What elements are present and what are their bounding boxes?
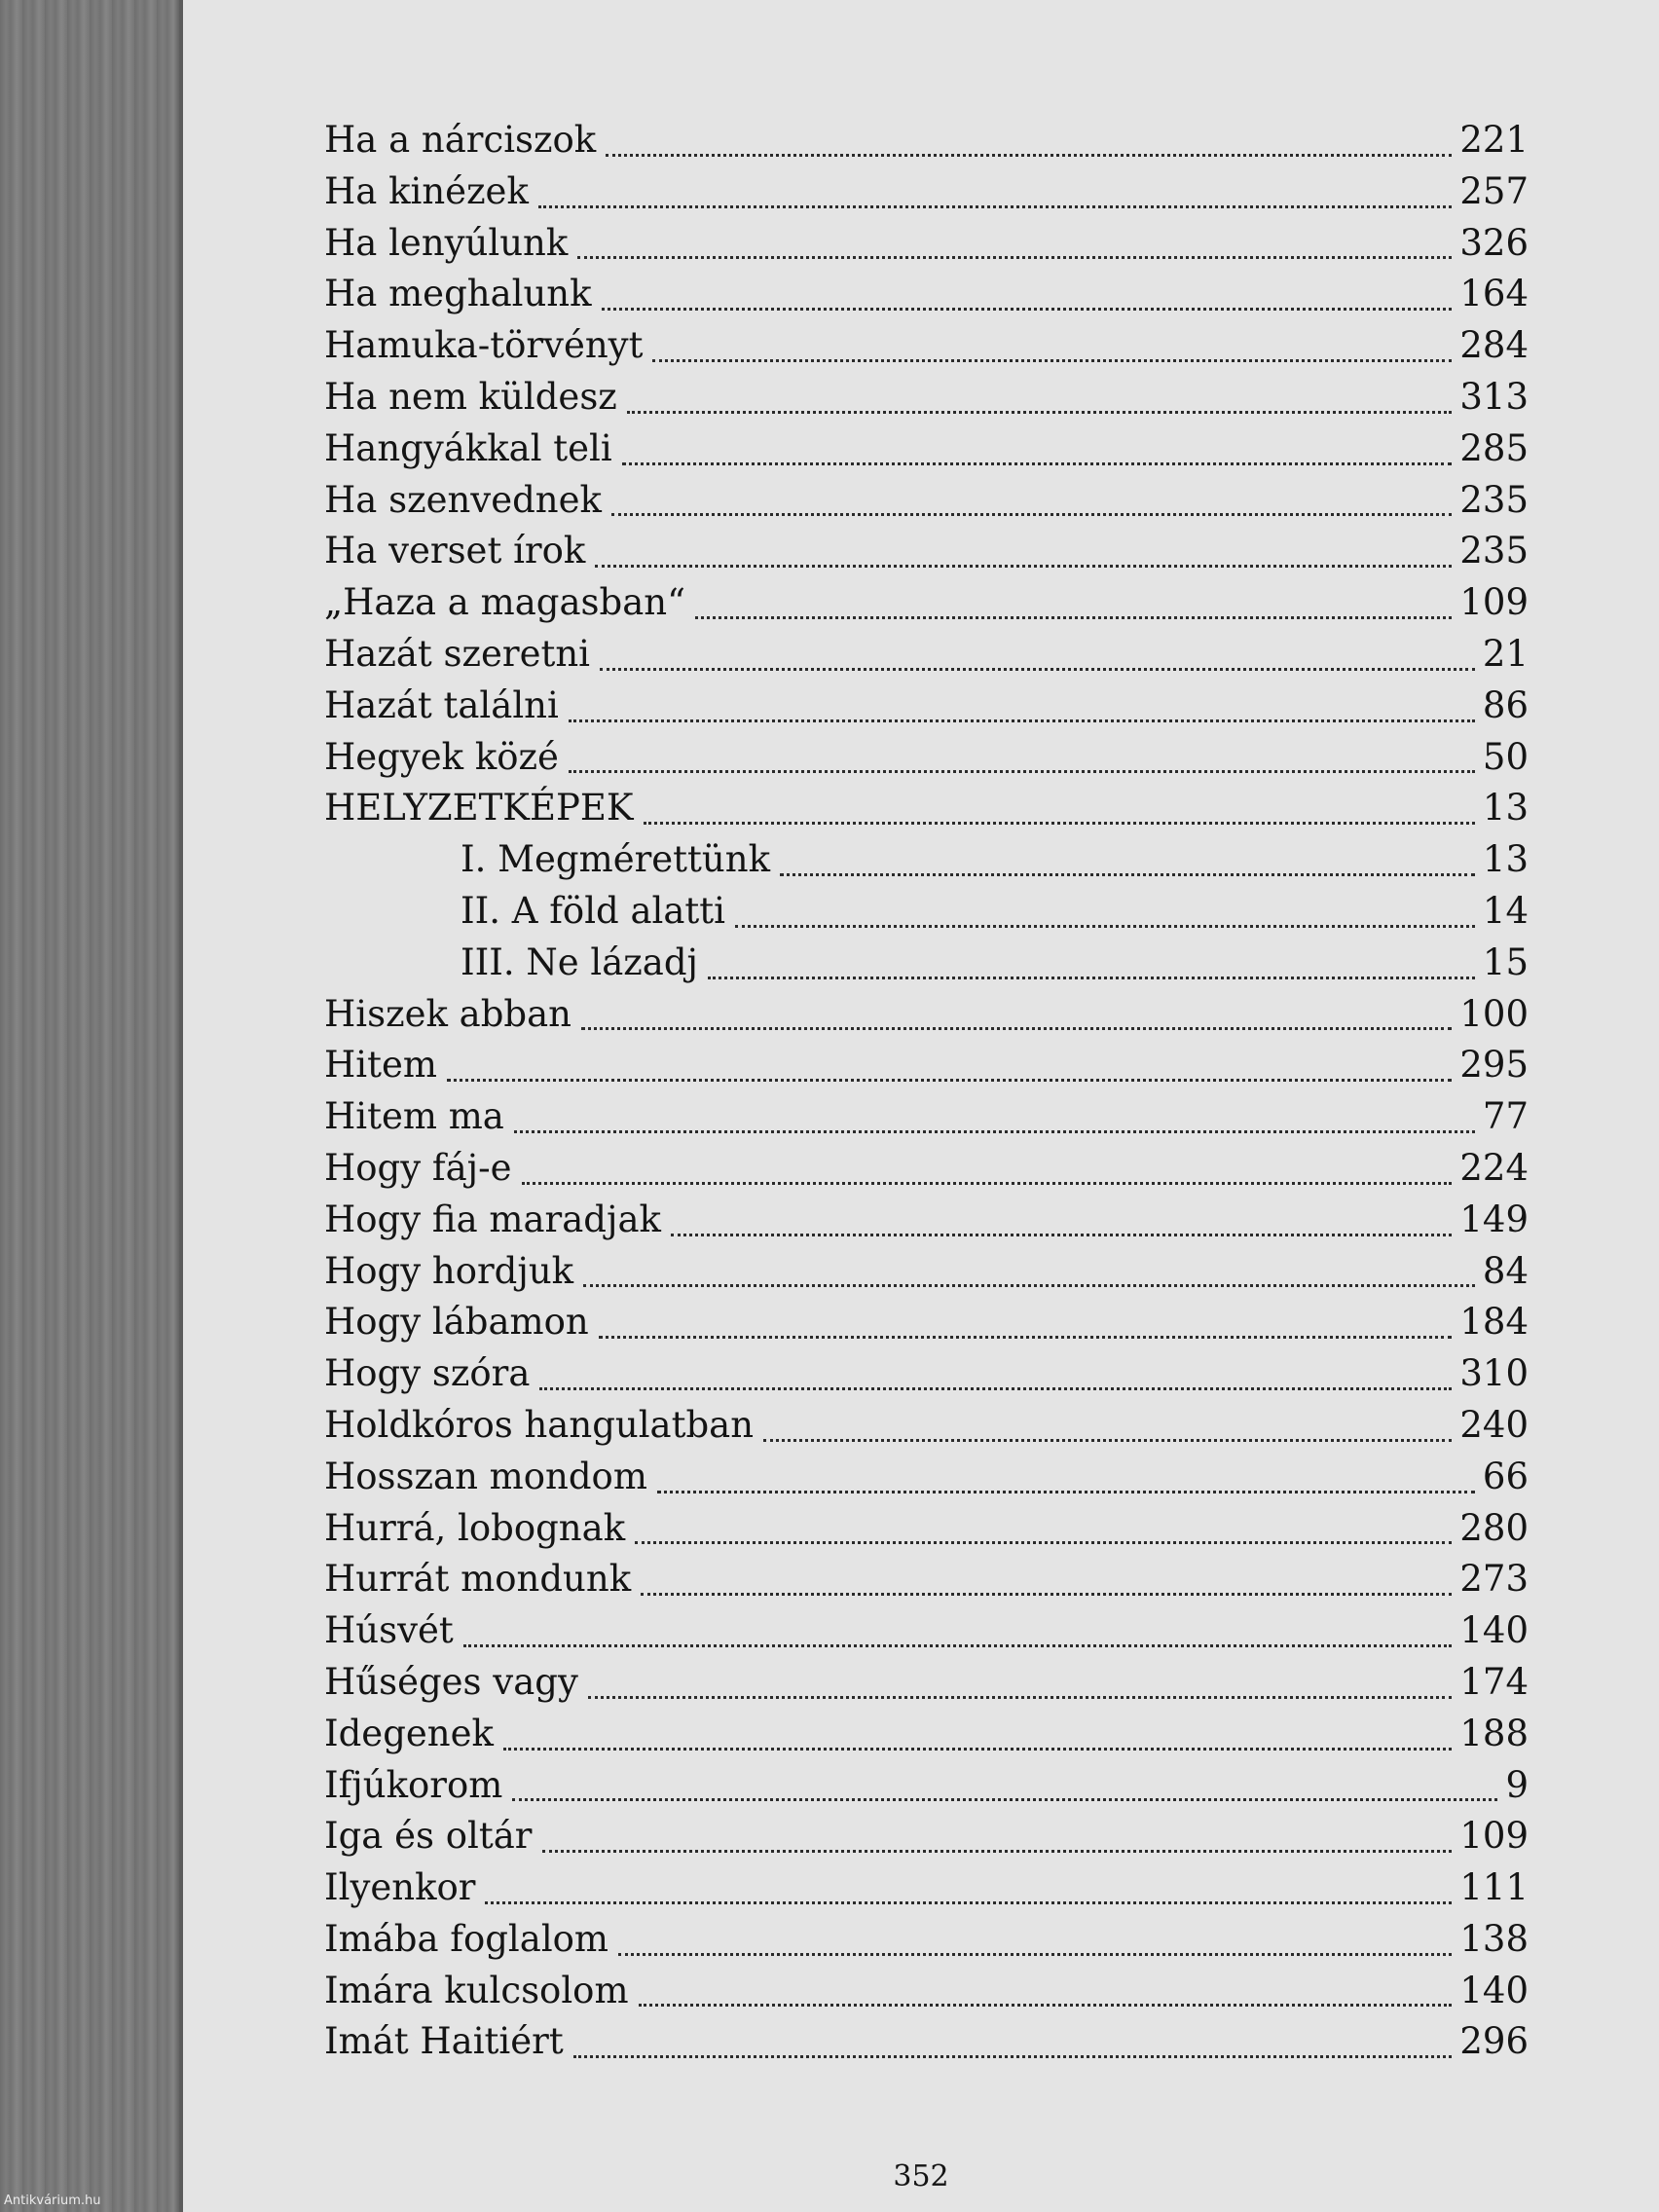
entry-title: Hazát találni [324,683,559,726]
dot-leader [503,1748,1452,1751]
dot-leader [485,1901,1452,1904]
entry-page-number: 100 [1459,992,1529,1035]
toc-entry [324,479,1529,531]
entry-title: Hogy fáj-e [324,1146,512,1189]
dot-leader [512,1798,1497,1801]
entry-title: Hiszek abban [324,992,571,1035]
dot-leader [611,513,1452,516]
entry-title: II. A föld alatti [461,889,726,932]
entry-title: Ha verset írok [324,530,586,572]
dot-leader [447,1079,1452,1082]
dot-leader [514,1130,1475,1133]
entry-title: Hazát szeretni [324,632,591,675]
toc-entry [324,1250,1529,1302]
entry-page-number: 109 [1459,1815,1529,1858]
book-spine-background [0,0,183,2212]
entry-title: Hitem [324,1044,437,1087]
entry-page-number: 109 [1459,581,1529,624]
entry-title: Imára kulcsolom [324,1969,629,2011]
toc-entry [324,1866,1529,1918]
entry-page-number: 50 [1482,735,1529,778]
entry-page-number: 13 [1482,787,1529,830]
entry-title: Hűséges vagy [324,1660,578,1703]
toc-entry [324,1352,1529,1404]
dot-leader [735,925,1475,928]
entry-title: Ha lenyúlunk [324,221,569,264]
dot-leader [539,1387,1452,1390]
entry-page-number: 326 [1459,221,1529,264]
entry-page-number: 235 [1459,530,1529,572]
entry-title: Hurrát mondunk [324,1558,632,1601]
toc-entry [324,1044,1529,1095]
toc-entry [324,1764,1529,1816]
toc-entry [324,222,1529,274]
dot-leader [538,205,1452,208]
dot-leader [695,616,1452,619]
dot-leader [602,308,1453,311]
entry-page-number: 257 [1459,169,1529,212]
toc-entry [324,633,1529,684]
toc-entry [324,736,1529,788]
toc-entry [324,324,1529,376]
dot-leader [671,1234,1452,1236]
entry-title: Hegyek közé [324,735,559,778]
entry-title: Hitem ma [324,1095,504,1138]
dot-leader [569,770,1475,773]
toc-entry [324,1404,1529,1456]
dot-leader [708,977,1475,979]
entry-title: HELYZETKÉPEK [324,787,634,830]
entry-page-number: 295 [1459,1044,1529,1087]
dot-leader [652,359,1452,362]
dot-leader [641,1593,1452,1596]
toc-entry [324,1558,1529,1609]
entry-title: Hogy hordjuk [324,1249,574,1292]
entry-page-number: 140 [1459,1609,1529,1652]
watermark: Antikvárium.hu [4,2194,101,2208]
entry-title: Ha nem küldesz [324,375,617,418]
entry-page-number: 296 [1459,2020,1529,2063]
entry-page-number: 184 [1459,1301,1529,1344]
dot-leader [595,565,1452,568]
entry-title: Hamuka-törvényt [324,324,644,367]
entry-page-number: 13 [1482,838,1529,881]
entry-title: Holdkóros hangulatban [324,1403,755,1446]
table-of-contents [324,119,1529,2072]
book-page [183,0,1659,2212]
entry-title: I. Megmérettünk [461,838,770,881]
toc-entry [324,119,1529,170]
dot-leader [657,1491,1475,1493]
entry-page-number: 111 [1459,1866,1529,1909]
toc-entry [324,376,1529,427]
entry-page-number: 164 [1459,273,1529,315]
entry-page-number: 284 [1459,324,1529,367]
toc-entry [324,1609,1529,1661]
dot-leader [627,411,1453,414]
toc-entry [324,684,1529,736]
toc-entry [324,1970,1529,2021]
toc-entry [324,427,1529,479]
entry-page-number: 235 [1459,478,1529,521]
entry-page-number: 280 [1459,1506,1529,1549]
toc-entry [324,1301,1529,1352]
toc-entry [324,1147,1529,1198]
toc-entry [324,1456,1529,1507]
entry-title: Ha kinézek [324,169,529,212]
entry-title: Hogy lábamon [324,1301,589,1344]
entry-page-number: 9 [1505,1763,1529,1806]
entry-page-number: 140 [1459,1969,1529,2011]
entry-title: Ha a nárciszok [324,119,597,161]
toc-entry [324,1507,1529,1559]
entry-title: Hosszan mondom [324,1455,647,1497]
entry-page-number: 285 [1459,426,1529,469]
entry-page-number: 240 [1459,1403,1529,1446]
entry-title: Ilyenkor [324,1866,476,1909]
entry-page-number: 84 [1482,1249,1529,1292]
dot-leader [583,1284,1475,1287]
dot-leader [588,1696,1453,1699]
dot-leader [606,154,1452,157]
entry-title: Imát Haitiért [324,2020,564,2063]
entry-title: Ha meghalunk [324,273,592,315]
entry-title: Hurrá, lobognak [324,1506,626,1549]
toc-entry [324,993,1529,1045]
toc-entry [324,1095,1529,1147]
entry-page-number: 77 [1482,1095,1529,1138]
dot-leader [644,822,1475,825]
dot-leader [581,1027,1452,1030]
toc-entry [324,273,1529,324]
entry-page-number: 14 [1482,889,1529,932]
entry-page-number: 310 [1459,1352,1529,1395]
dot-leader [635,1541,1452,1544]
entry-page-number: 273 [1459,1558,1529,1601]
toc-entry [324,2020,1529,2072]
toc-subentry [324,890,1529,941]
entry-page-number: 221 [1459,119,1529,161]
entry-page-number: 15 [1482,940,1529,983]
entry-title: Hogy szóra [324,1352,531,1395]
entry-title: Ha szenvednek [324,478,602,521]
toc-entry [324,170,1529,222]
toc-entry [324,1815,1529,1866]
dot-leader [599,1336,1453,1339]
entry-page-number: 86 [1482,683,1529,726]
entry-title: Imába foglalom [324,1917,609,1960]
dot-leader [573,2055,1453,2058]
entry-page-number: 138 [1459,1917,1529,1960]
toc-entry [324,581,1529,633]
entry-title: „Haza a magasban“ [324,581,685,624]
dot-leader [780,873,1475,876]
entry-title: Idegenek [324,1712,494,1754]
entry-page-number: 224 [1459,1146,1529,1189]
entry-title: III. Ne lázadj [461,940,699,983]
entry-page-number: 313 [1459,375,1529,418]
toc-entry [324,530,1529,581]
dot-leader [577,256,1452,259]
entry-title: Ifjúkorom [324,1763,503,1806]
dot-leader [763,1439,1452,1442]
entry-title: Húsvét [324,1609,454,1652]
dot-leader [622,462,1453,465]
page-number: 352 [893,2159,949,2194]
dot-leader [639,2004,1453,2007]
toc-section-entry [324,787,1529,838]
entry-page-number: 149 [1459,1198,1529,1240]
entry-title: Hangyákkal teli [324,426,612,469]
dot-leader [522,1182,1453,1185]
dot-leader [600,668,1475,671]
toc-entry [324,1713,1529,1764]
dot-leader [569,719,1475,722]
entry-page-number: 66 [1482,1455,1529,1497]
entry-title: Iga és oltár [324,1815,533,1858]
toc-entry [324,1918,1529,1970]
toc-entry [324,1198,1529,1250]
dot-leader [542,1850,1453,1853]
entry-page-number: 174 [1459,1660,1529,1703]
dot-leader [463,1644,1453,1647]
toc-entry [324,1661,1529,1713]
dot-leader [618,1953,1452,1956]
entry-page-number: 21 [1482,632,1529,675]
entry-title: Hogy fia maradjak [324,1198,661,1240]
entry-page-number: 188 [1459,1712,1529,1754]
toc-subentry [324,941,1529,993]
toc-subentry [324,838,1529,890]
